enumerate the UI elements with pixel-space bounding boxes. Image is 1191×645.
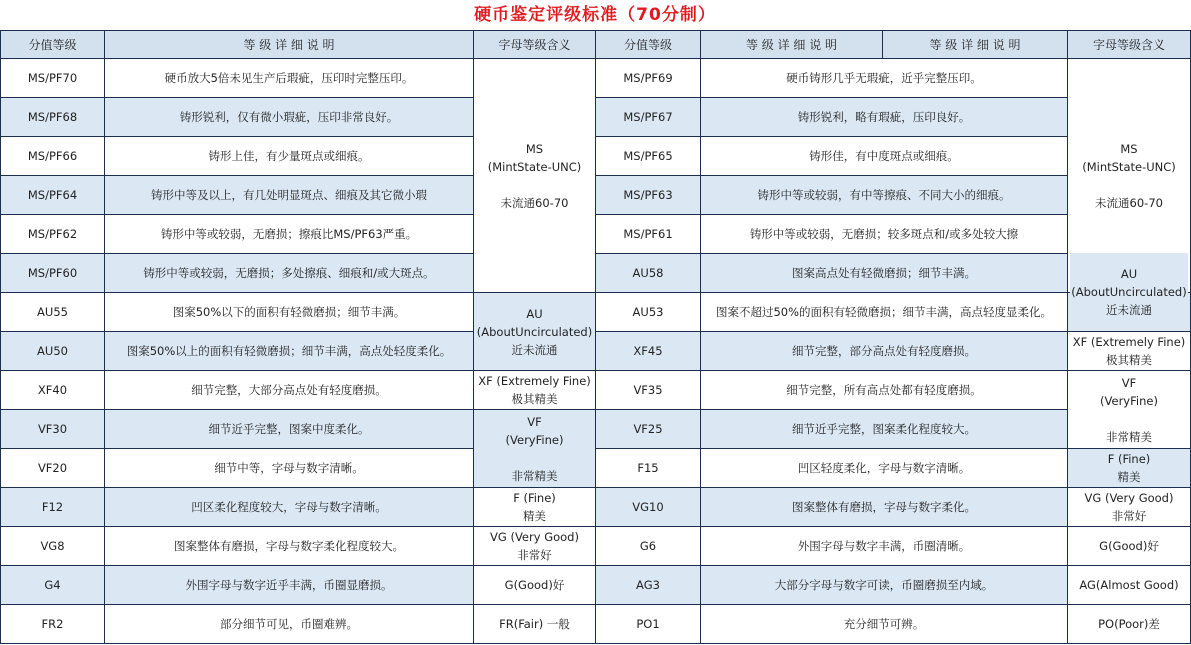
left-grade: MS/PF68 — [1, 98, 105, 137]
left-desc: 图案50%以下的面积有轻微磨损；细节丰满。 — [105, 293, 474, 332]
header-right-desc-b: 等 级 详 细 说 明 — [883, 31, 1068, 59]
right-letter-au-meaning: 近未流通 — [1106, 303, 1152, 317]
right-letter-vf-code: VF — [1121, 375, 1137, 390]
right-desc: 图案整体有磨损，字母与数字柔化。 — [701, 488, 1068, 527]
left-letter-au-meaning: 近未流通 — [511, 342, 558, 357]
table-row — [1, 527, 1191, 566]
left-desc: 铸形中等或较弱，无磨损；多处擦痕、细痕和/或大斑点。 — [105, 254, 474, 293]
left-desc: 铸形上佳，有少量斑点或细痕。 — [105, 137, 474, 176]
left-desc: 铸形中等或较弱，无磨损；擦痕比MS/PF63严重。 — [105, 215, 474, 254]
right-letter-ag: AG(Almost Good) — [1068, 566, 1191, 605]
right-grade: VG10 — [596, 488, 701, 527]
right-letter-vf-name: (VeryFine) — [1100, 393, 1158, 408]
right-desc: 硬币铸形几乎无瑕疵，近乎完整压印。 — [701, 59, 1068, 98]
right-letter-vf — [1068, 371, 1191, 449]
left-letter-vf-meaning: 非常精美 — [511, 468, 558, 483]
left-letter-vg — [474, 527, 596, 566]
table-row — [1, 488, 1191, 527]
right-letter-vg-meaning: 非常好 — [1111, 509, 1147, 523]
left-letter-ms-code: MS — [525, 141, 544, 156]
left-grade: G4 — [1, 566, 105, 605]
right-desc: 凹区轻度柔化，字母与数字清晰。 — [701, 449, 1068, 488]
table-row — [1, 605, 1191, 644]
right-grade: MS/PF69 — [596, 59, 701, 98]
right-desc: 图案高点处有轻微磨损；细节丰满。 — [701, 254, 1068, 293]
left-grade: F12 — [1, 488, 105, 527]
header-right-letter: 字母等级含义 — [1068, 31, 1191, 59]
left-letter-g: G(Good)好 — [474, 566, 596, 605]
right-letter-g: G(Good)好 — [1068, 527, 1191, 566]
right-letter-au — [1068, 267, 1191, 332]
left-desc: 铸形中等及以上，有几处明显斑点、细痕及其它微小瑕 — [105, 176, 474, 215]
right-desc: 充分细节可辨。 — [701, 605, 1068, 644]
table-row — [1, 371, 1191, 410]
right-letter-xf-meaning: 极其精美 — [1106, 353, 1152, 367]
left-letter-vf-code: VF — [527, 414, 542, 429]
left-grade: MS/PF60 — [1, 254, 105, 293]
left-grade: VG8 — [1, 527, 105, 566]
left-desc: 图案整体有磨损，字母与数字柔化程度较大。 — [105, 527, 474, 566]
right-grade: MS/PF65 — [596, 137, 701, 176]
left-grade: MS/PF62 — [1, 215, 105, 254]
left-desc: 铸形锐利，仅有微小瑕疵，压印非常良好。 — [105, 98, 474, 137]
right-letter-au-name: (AboutUncirculated) — [1071, 285, 1187, 299]
right-letter-xf-code: XF (Extremely Fine) — [1072, 335, 1186, 349]
right-letter-ms-code: MS — [1120, 141, 1138, 156]
table-row — [1, 137, 1191, 176]
header-left-desc: 等 级 详 细 说 明 — [105, 31, 474, 59]
table-row — [1, 566, 1191, 605]
right-grade: XF45 — [596, 332, 701, 371]
left-grade: XF40 — [1, 371, 105, 410]
left-desc: 图案50%以上的面积有轻微磨损；细节丰满，高点处轻度柔化。 — [105, 332, 474, 371]
left-letter-au-code: AU — [526, 306, 543, 321]
right-desc: 铸形锐利，略有瑕疵，压印良好。 — [701, 98, 1068, 137]
left-letter-vf — [474, 410, 596, 488]
table-row — [1, 176, 1191, 215]
right-grade: AU53 — [596, 293, 701, 332]
left-desc: 细节完整，大部分高点处有轻度磨损。 — [105, 371, 474, 410]
right-desc: 图案不超过50%的面积有轻微磨损；细节丰满，高点轻度显柔化。 — [701, 293, 1068, 332]
right-grade: MS/PF63 — [596, 176, 701, 215]
right-desc: 铸形佳，有中度斑点或细痕。 — [701, 137, 1068, 176]
left-letter-ms-name: (MintState-UNC) — [487, 159, 582, 174]
left-letter-vf-name: (VeryFine) — [505, 432, 564, 447]
left-desc: 细节近乎完整，图案中度柔化。 — [105, 410, 474, 449]
left-letter-ms-meaning: 未流通60-70 — [500, 195, 569, 210]
right-grade: VF35 — [596, 371, 701, 410]
right-grade: MS/PF61 — [596, 215, 701, 254]
right-grade: PO1 — [596, 605, 701, 644]
left-grade: AU55 — [1, 293, 105, 332]
right-grade: F15 — [596, 449, 701, 488]
left-desc: 外围字母与数字近乎丰满，币圈显磨损。 — [105, 566, 474, 605]
header-left-letter: 字母等级含义 — [474, 31, 596, 59]
right-desc: 细节完整，部分高点处有轻度磨损。 — [701, 332, 1068, 371]
right-letter-au-code: AU — [1120, 267, 1138, 281]
right-letter-f-code: F (Fine) — [1107, 452, 1151, 466]
left-letter-au-name: (AboutUncirculated) — [476, 324, 593, 339]
header-right-desc-a: 等 级 详 细 说 明 — [701, 31, 883, 59]
table-header-row — [1, 31, 1191, 59]
table-row — [1, 332, 1191, 371]
table-row — [1, 98, 1191, 137]
right-desc: 外围字母与数字丰满，币圈清晰。 — [701, 527, 1068, 566]
left-letter-vg-code: VG (Very Good) — [490, 530, 579, 544]
left-grade: MS/PF70 — [1, 59, 105, 98]
right-letter-vf-meaning: 非常精美 — [1106, 429, 1152, 444]
table-row — [1, 410, 1191, 449]
right-letter-ms-meaning: 未流通60-70 — [1095, 195, 1163, 210]
header-left-grade: 分值等级 — [1, 31, 105, 59]
right-grade: AU58 — [596, 254, 701, 293]
left-desc: 部分细节可见，币圈难辨。 — [105, 605, 474, 644]
left-grade: VF30 — [1, 410, 105, 449]
left-letter-f — [474, 488, 596, 527]
left-letter-f-code: F (Fine) — [513, 491, 556, 505]
left-desc: 硬币放大5倍未见生产后瑕疵，压印时完整压印。 — [105, 59, 474, 98]
table-row — [1, 449, 1191, 488]
right-letter-f — [1068, 449, 1191, 488]
right-grade: VF25 — [596, 410, 701, 449]
left-letter-vg-meaning: 非常好 — [517, 548, 552, 562]
right-letter-f-meaning: 精美 — [1117, 470, 1141, 484]
right-letter-vg — [1068, 488, 1191, 527]
right-desc: 细节近乎完整，图案柔化程度较大。 — [701, 410, 1068, 449]
left-letter-au — [474, 293, 596, 371]
left-grade: FR2 — [1, 605, 105, 644]
table-row — [1, 254, 1191, 293]
left-letter-xf-meaning: 极其精美 — [511, 392, 558, 406]
right-grade: AG3 — [596, 566, 701, 605]
header-right-grade: 分值等级 — [596, 31, 701, 59]
right-grade: G6 — [596, 527, 701, 566]
right-letter-vg-code: VG (Very Good) — [1084, 491, 1174, 505]
left-grade: VF20 — [1, 449, 105, 488]
left-desc: 细节中等，字母与数字清晰。 — [105, 449, 474, 488]
right-grade: MS/PF67 — [596, 98, 701, 137]
right-letter-ms-name: (MintState-UNC) — [1082, 159, 1176, 174]
left-grade: MS/PF66 — [1, 137, 105, 176]
left-letter-xf-code: XF (Extremely Fine) — [478, 374, 591, 388]
grading-table — [0, 30, 1191, 644]
left-letter-f-meaning: 精美 — [523, 509, 546, 523]
right-desc: 大部分字母与数字可读，币圈磨损至内域。 — [701, 566, 1068, 605]
table-row — [1, 293, 1191, 332]
left-letter-fr: FR(Fair) 一般 — [474, 605, 596, 644]
right-letter-xf — [1068, 332, 1191, 371]
table-row — [1, 59, 1191, 98]
left-grade: MS/PF64 — [1, 176, 105, 215]
right-desc: 细节完整，所有高点处都有轻度磨损。 — [701, 371, 1068, 410]
left-letter-xf — [474, 371, 596, 410]
left-desc: 凹区柔化程度较大，字母与数字清晰。 — [105, 488, 474, 527]
table-row — [1, 215, 1191, 254]
right-desc: 铸形中等或较弱，有中等擦痕、不同大小的细痕。 — [701, 176, 1068, 215]
right-desc: 铸形中等或较弱，无磨损；较多斑点和/或多处较大擦 — [701, 215, 1068, 254]
left-letter-ms — [474, 59, 596, 293]
left-grade: AU50 — [1, 332, 105, 371]
right-letter-po: PO(Poor)差 — [1068, 605, 1191, 644]
page-title: 硬币鉴定评级标准（70分制） — [474, 5, 716, 25]
